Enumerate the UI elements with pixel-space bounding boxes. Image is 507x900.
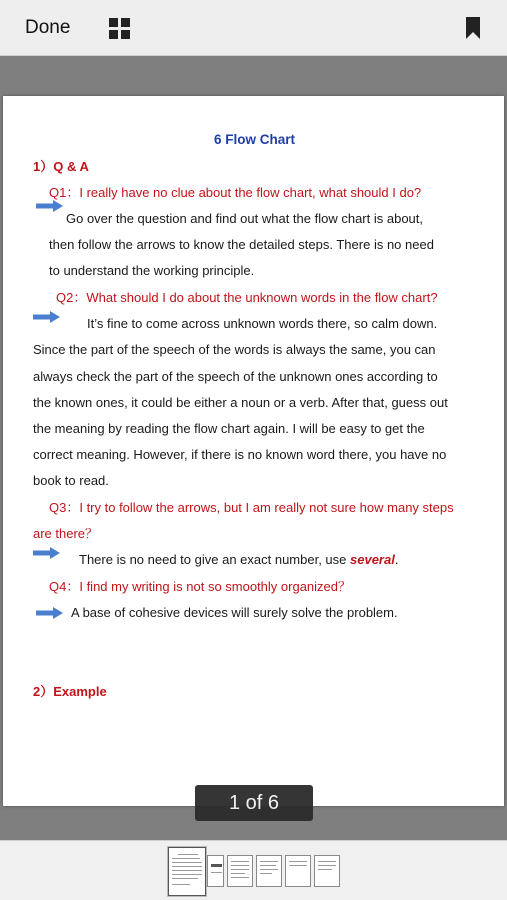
document-page xyxy=(3,96,504,806)
right-arrow-icon xyxy=(33,547,60,559)
page-thumbnail[interactable] xyxy=(168,847,206,896)
answer-2-line-3: always check the part of the speech of the unknown ones according to xyxy=(33,369,438,384)
answer-3-emphasis: several xyxy=(350,552,395,567)
bookmark-icon[interactable] xyxy=(466,17,480,39)
right-arrow-icon xyxy=(36,200,63,212)
grid-view-icon[interactable] xyxy=(109,18,130,39)
right-arrow-icon xyxy=(36,607,63,619)
page-title: 6 Flow Chart xyxy=(214,132,296,147)
answer-2-line-5: the meaning by reading the flow chart again. I will be easy to get the xyxy=(33,421,425,436)
question-3-line-1: Q3：I try to follow the arrows, but I am really not sure how many steps xyxy=(49,500,454,515)
answer-4: A base of cohesive devices will surely solve the problem. xyxy=(71,605,398,620)
page-thumbnail[interactable] xyxy=(256,855,282,887)
thumbnail-strip xyxy=(0,840,507,900)
answer-2-line-2: Since the part of the speech of the words is always the same, you can xyxy=(33,342,436,357)
done-button[interactable]: Done xyxy=(25,17,71,38)
answer-1-line-2: then follow the arrows to know the detailed steps. There is no need xyxy=(49,237,434,252)
page-indicator: 1 of 6 xyxy=(195,785,313,821)
page-thumbnail[interactable] xyxy=(314,855,340,887)
right-arrow-icon xyxy=(33,311,60,323)
answer-3 xyxy=(79,547,398,573)
top-toolbar xyxy=(0,0,507,56)
page-thumbnail[interactable] xyxy=(227,855,253,887)
answer-1-line-3: to understand the working principle. xyxy=(49,263,255,278)
answer-3-text: There is no need to give an exact number, use xyxy=(79,552,351,567)
page-thumbnail[interactable] xyxy=(285,855,311,887)
answer-2-line-6: correct meaning. However, if there is no known word there, you have no xyxy=(33,447,447,462)
page-thumbnail[interactable] xyxy=(207,855,224,887)
section-heading-qa: 1）Q & A xyxy=(33,159,89,174)
answer-1-line-1: Go over the question and find out what the flow chart is about, xyxy=(66,211,423,226)
answer-3-period: . xyxy=(394,552,399,567)
question-2: Q2：What should I do about the unknown words in the flow chart? xyxy=(56,290,438,305)
document-viewer[interactable] xyxy=(0,56,507,840)
question-4: Q4：I find my writing is not so smoothly organized？ xyxy=(49,579,352,594)
answer-2-line-4: the known ones, it could be either a noun or a verb. After that, guess out xyxy=(33,395,448,410)
question-1: Q1：I really have no clue about the flow chart, what should I do? xyxy=(49,185,422,200)
answer-2-line-7: book to read. xyxy=(33,473,109,488)
answer-2-line-1: It’s fine to come across unknown words there, so calm down. xyxy=(87,316,438,331)
section-heading-example: 2）Example xyxy=(33,684,107,699)
question-3-line-2: are there？ xyxy=(33,526,99,541)
